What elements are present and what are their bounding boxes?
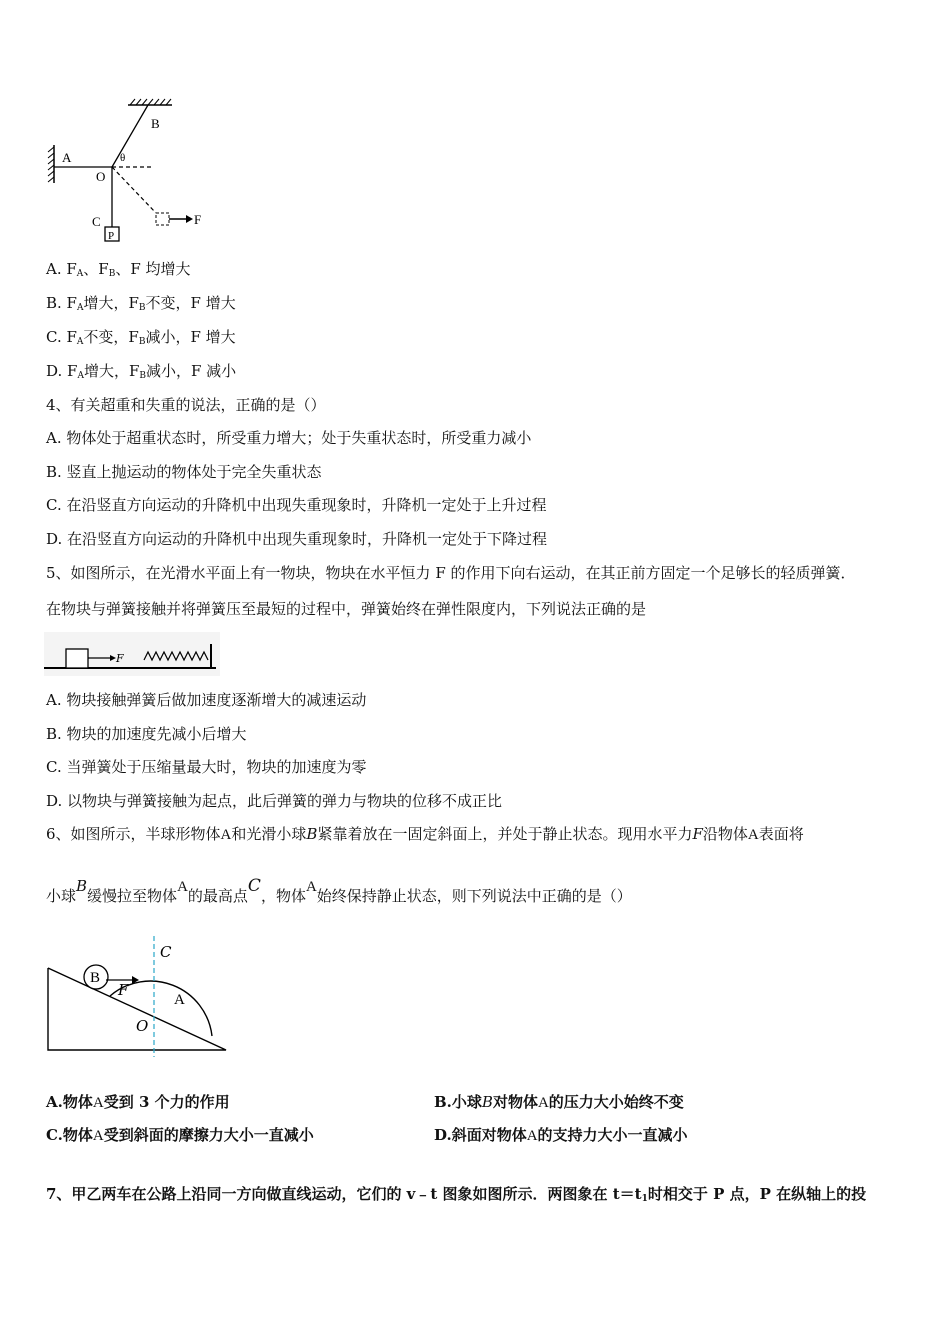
label-F: F xyxy=(118,981,129,999)
q6-option-c: C.物体A受到斜面的摩擦力大小一直减小 xyxy=(46,1126,314,1144)
figure-forces-diagram xyxy=(40,95,220,245)
label-C: C xyxy=(92,214,101,229)
q4-option-a: A. 物体处于超重状态时，所受重力增大；处于失重状态时，所受重力减小 xyxy=(46,429,532,447)
q5-option-c: C. 当弹簧处于压缩量最大时，物块的加速度为零 xyxy=(46,758,367,776)
figure-block-spring xyxy=(44,632,220,676)
label-F: F xyxy=(194,212,202,227)
q6-option-d: D.斜面对物体A的支持力大小一直减小 xyxy=(434,1126,688,1144)
q3-option-c: C. $F_A$不变，$F_B$减小，F 增大 xyxy=(46,328,236,347)
figure-hemisphere-incline xyxy=(40,932,240,1057)
label-theta: θ xyxy=(120,152,126,164)
q3-option-a: A. $F_A$、$F_B$、F 均增大 xyxy=(46,260,191,279)
q6-option-b: B.小球B对物体A的压力大小始终不变 xyxy=(434,1093,684,1111)
label-B: B xyxy=(90,970,101,986)
q6-option-a: A.物体A受到 3 个力的作用 xyxy=(46,1093,230,1111)
q3-option-d: D. $F_A$增大，$F_B$减小，F 减小 xyxy=(46,362,237,381)
q5-stem-line1: 5、如图所示，在光滑水平面上有一物块，物块在水平恒力 F 的作用下向右运动，在其正前方固定一个足够长的轻质弹簧． xyxy=(46,564,856,582)
label-F: F xyxy=(116,652,124,665)
label-B: B xyxy=(151,116,160,131)
q4-option-c: C. 在沿竖直方向运动的升降机中出现失重现象时，升降机一定处于上升过程 xyxy=(46,496,547,514)
q6-stem-line1: 6、如图所示，半球形物体A和光滑小球B紧靠着放在一固定斜面上，并处于静止状态。现用水平力F沿物体A表面将 xyxy=(46,825,804,843)
q5-option-a: A. 物块接触弹簧后做加速度逐渐增大的减速运动 xyxy=(46,691,367,709)
label-O: O xyxy=(136,1017,149,1035)
label-A: A xyxy=(174,992,185,1008)
q4-option-d: D. 在沿竖直方向运动的升降机中出现失重现象时，升降机一定处于下降过程 xyxy=(46,530,548,548)
label-A: A xyxy=(62,150,72,165)
label-P: P xyxy=(108,230,115,242)
label-O: O xyxy=(96,169,106,184)
label-C: C xyxy=(160,943,172,961)
q5-option-d: D. 以物块与弹簧接触为起点，此后弹簧的弹力与物块的位移不成正比 xyxy=(46,792,503,810)
q3-option-b: B. $F_A$增大，$F_B$不变，F 增大 xyxy=(46,294,236,313)
q4-stem: 4、有关超重和失重的说法，正确的是（） xyxy=(46,396,326,414)
q6-stem-line2: 小球B缓慢拉至物体A的最高点C，物体A始终保持静止状态，则下列说法中正确的是（） xyxy=(46,876,632,905)
q5-stem-line2: 在物块与弹簧接触并将弹簧压至最短的过程中，弹簧始终在弹性限度内，下列说法正确的是 xyxy=(46,600,647,618)
q5-option-b: B. 物块的加速度先减小后增大 xyxy=(46,725,247,743)
q4-option-b: B. 竖直上抛运动的物体处于完全失重状态 xyxy=(46,463,322,481)
q7-stem: 7、甲乙两车在公路上沿同一方向做直线运动，它们的 v﹣t 图象如图所示．两图象在 $t=t_1$时相交于 P 点，P 在纵轴上的投 xyxy=(46,1185,867,1204)
